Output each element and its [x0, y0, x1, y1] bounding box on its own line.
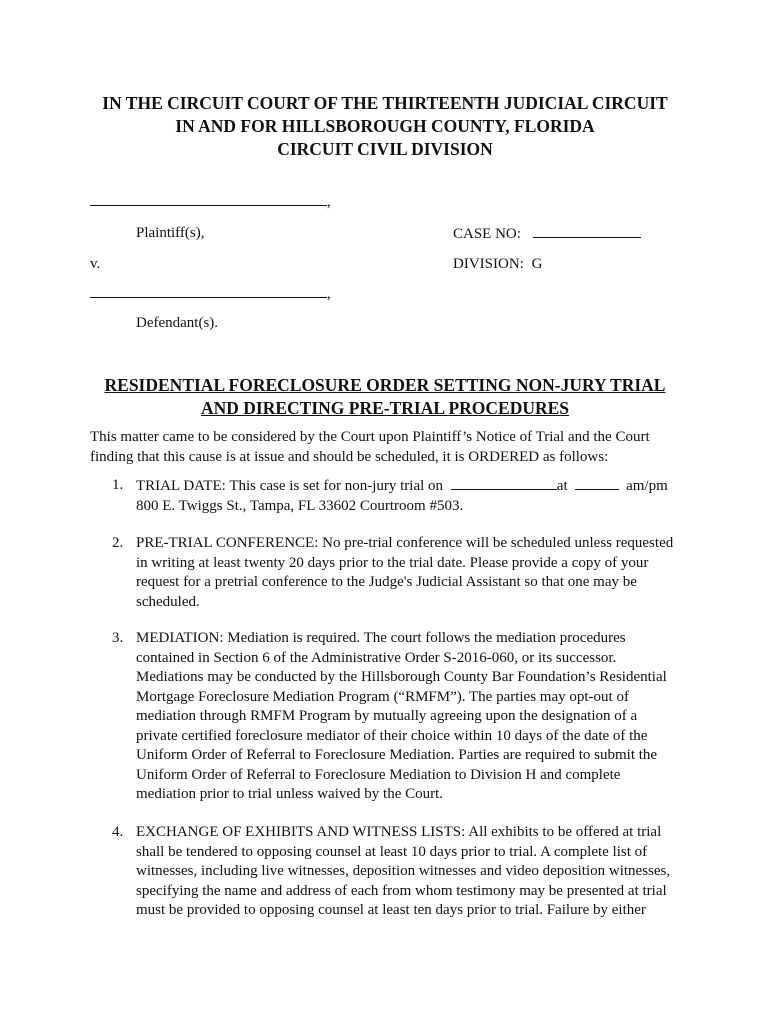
order-title-line-1: RESIDENTIAL FORECLOSURE ORDER SETTING NON-JURY TRIAL — [104, 375, 666, 395]
defendant-comma: , — [327, 286, 331, 302]
court-header-line-1: IN THE CIRCUIT COURT OF THE THIRTEENTH JUDICIAL CIRCUIT — [102, 93, 668, 113]
court-header-line-3: CIRCUIT CIVIL DIVISION — [277, 139, 493, 159]
trial-date-text: TRIAL DATE: This case is set for non-jury trial on — [136, 478, 444, 494]
item-line: specifying the name and address of each from whom testimony may be presented at trial — [136, 882, 667, 899]
order-title-line-2: AND DIRECTING PRE-TRIAL PROCEDURES — [200, 398, 570, 418]
division-label: DIVISION: — [453, 256, 524, 272]
item-body — [136, 534, 673, 612]
item-line: witnesses, including live witnesses, deposition witnesses and video deposition witnesses, — [136, 863, 671, 879]
trial-ampm-label: am/pm — [626, 478, 668, 494]
item-number: 4. — [112, 824, 124, 840]
trial-time-blank — [575, 476, 619, 490]
division-field — [453, 255, 542, 274]
plaintiff-name-blank — [90, 205, 327, 206]
item-line: mediation prior to trial unless waived by the Court. — [136, 786, 444, 802]
case-number-field — [453, 224, 641, 244]
item-number: 2. — [112, 535, 124, 551]
item-line: 800 E. Twiggs St., Tampa, FL 33602 Courtroom #503. — [136, 497, 464, 514]
defendant-label: Defendant(s). — [136, 315, 219, 331]
item-line: must be provided to opposing counsel at least ten days prior to trial. Failure by either — [136, 902, 646, 918]
plaintiff-label: Plaintiff(s), — [136, 225, 205, 241]
defendant-name-blank — [90, 297, 327, 298]
item-body — [136, 629, 667, 805]
item-line: scheduled. — [136, 593, 200, 610]
item-number: 3. — [112, 630, 124, 646]
plaintiff-comma: , — [327, 194, 331, 210]
versus-label: v. — [90, 256, 101, 272]
item-line: Mortgage Foreclosure Mediation Program (“RMFM”). The parties may opt-out of — [136, 688, 629, 705]
court-header-line-2: IN AND FOR HILLSBOROUGH COUNTY, FLORIDA — [175, 116, 595, 136]
intro-line: finding that this cause is at issue and should be scheduled, it is ORDERED as follows: — [90, 448, 609, 465]
item-line: EXCHANGE OF EXHIBITS AND WITNESS LISTS: All exhibits to be offered at trial — [136, 824, 662, 840]
trial-at-label: at — [556, 478, 568, 494]
item-line: request for a pretrial conference to the Judge's Judicial Assistant so that one may be — [136, 574, 637, 590]
item-line: private certified foreclosure mediator of their choice within 10 days of the date of the — [136, 727, 648, 744]
item-line: mediation through RMFM Program by mutually agreeing upon the designation of a — [136, 708, 638, 724]
item-line: Uniform Order of Referral to Foreclosure Mediation. Parties are required to submit the — [136, 747, 658, 763]
intro-paragraph — [90, 428, 690, 467]
item-line: in writing at least twenty 20 days prior to the trial date. Please provide a copy of your — [136, 554, 649, 571]
item-line: contained in Section 6 of the Administrative Order S-2016-060, or its successor. — [136, 649, 617, 666]
item-line: Mediations may be conducted by the Hillsborough County Bar Foundation’s Residential — [136, 669, 667, 685]
case-number-blank — [533, 224, 641, 238]
intro-line: This matter came to be considered by the Court upon Plaintiff’s Notice of Trial and the Court — [90, 429, 650, 445]
division-value: G — [531, 256, 543, 272]
item-line: MEDIATION: Mediation is required. The court follows the mediation procedures — [136, 630, 626, 646]
item-line: PRE-TRIAL CONFERENCE: No pre-trial conference will be scheduled unless requested — [136, 535, 674, 551]
court-header — [0, 92, 770, 161]
case-number-label: CASE NO: — [453, 226, 521, 242]
item-line — [136, 476, 668, 497]
item-line: Uniform Order of Referral to Foreclosure Mediation to Division H and complete — [136, 766, 621, 783]
trial-date-blank — [451, 476, 557, 490]
item-body — [136, 823, 670, 921]
item-line: shall be tendered to opposing counsel at least 10 days prior to trial. A complete list of — [136, 843, 648, 860]
order-title — [0, 374, 770, 420]
item-number: 1. — [112, 477, 124, 493]
item-body — [136, 476, 668, 516]
